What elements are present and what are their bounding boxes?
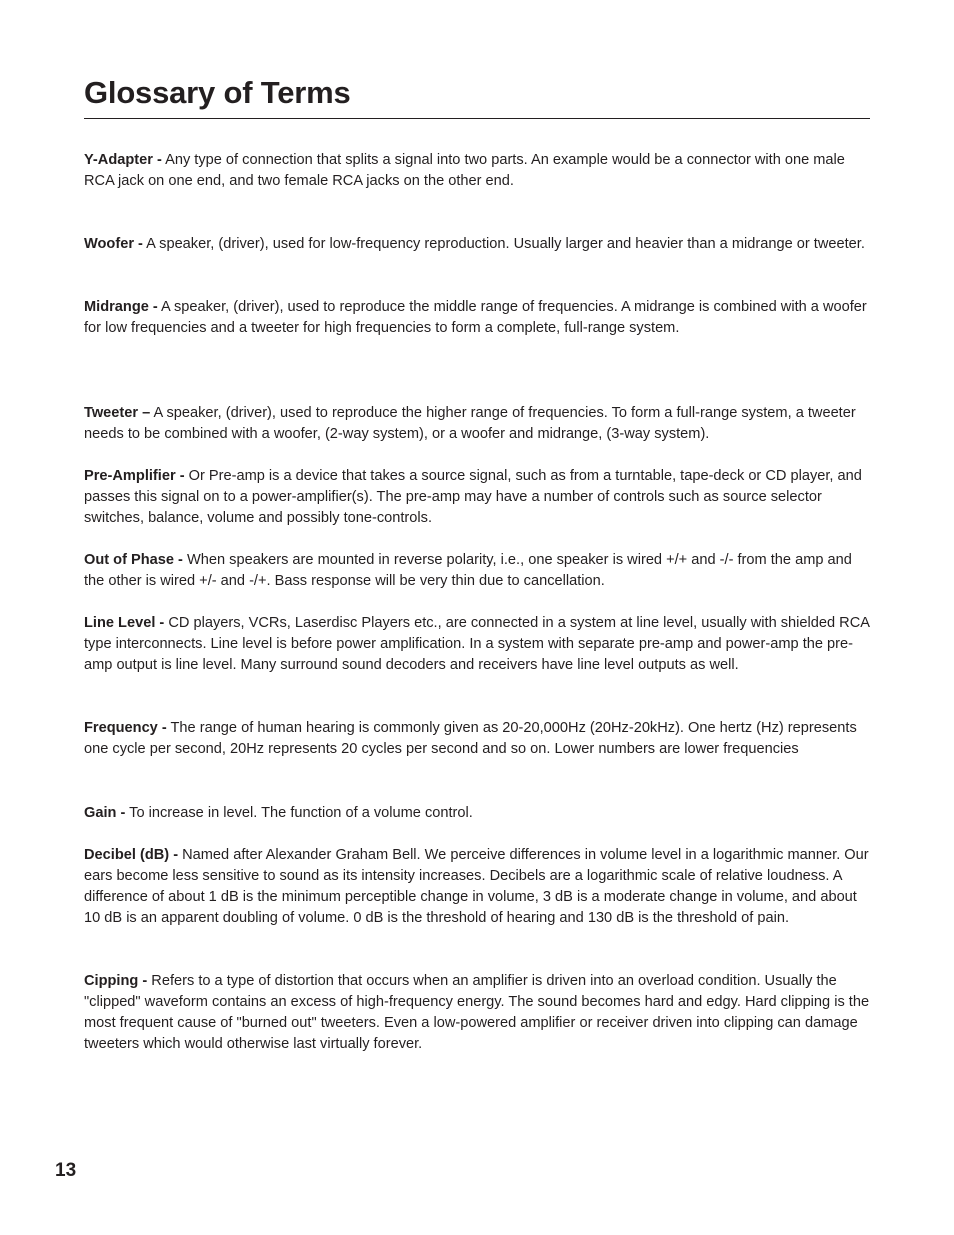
glossary-term: Line Level - <box>84 615 165 631</box>
title-divider <box>84 118 870 119</box>
glossary-definition: Named after Alexander Graham Bell. We perceive differences in volume level in a logarithmic manner. Our ears become less sensitive to sound as its intensity increases. Decibels are a logarithmic scale of relative loudness. A difference of about 1 dB is the minimum perceptible change in volume, 3 dB is a moderate change in volume, and about 10 dB is an apparent doubling of volume. 0 dB is the threshold of hearing and 130 dB is the threshold of pain. <box>84 847 869 926</box>
glossary-entry-woofer <box>84 234 870 255</box>
glossary-term: Midrange - <box>84 299 158 315</box>
glossary-definition: A speaker, (driver), used to reproduce the higher range of frequencies. To form a full-range system, a tweeter needs to be combined with a woofer, (2-way system), or a woofer and midrange, (3-way system). <box>84 405 856 442</box>
glossary-term: Out of Phase - <box>84 552 183 568</box>
glossary-entry-tweeter <box>84 403 870 445</box>
glossary-entry-gain <box>84 803 870 824</box>
glossary-definition: To increase in level. The function of a volume control. <box>129 805 473 821</box>
glossary-term: Cipping - <box>84 973 148 989</box>
glossary-definition: A speaker, (driver), used for low-frequency reproduction. Usually larger and heavier than a midrange or tweeter. <box>146 236 865 252</box>
glossary-term: Gain - <box>84 805 126 821</box>
page-number: 13 <box>55 1160 77 1181</box>
glossary-definition: Refers to a type of distortion that occurs when an amplifier is driven into an overload condition. Usually the "clipped" waveform contains an excess of high-frequency energy. The sound becomes hard and edgy. Hard clipping is the most frequent cause of "burned out" tweeters. Even a low-powered amplifier or receiver driven into clipping can damage tweeters which would otherwise last virtually forever. <box>84 973 870 1052</box>
page-title: Glossary of Terms <box>84 75 351 110</box>
glossary-definition: A speaker, (driver), used to reproduce the middle range of frequencies. A midrange is combined with a woofer for low frequencies and a tweeter for high frequencies to form a complete, full-range system. <box>84 299 867 336</box>
glossary-term: Woofer - <box>84 236 143 252</box>
glossary-definition: CD players, VCRs, Laserdisc Players etc., are connected in a system at line level, usually with shielded RCA type interconnects. Line level is before power amplification. In a system with separate pre-amp and power-amp the pre-amp output is line level. Many surround sound decoders and receivers have line level outputs as well. <box>84 615 870 673</box>
glossary-term: Tweeter – <box>84 405 151 421</box>
glossary-entry-frequency <box>84 718 870 760</box>
glossary-entry-pre-amplifier <box>84 466 870 529</box>
glossary-definition: The range of human hearing is commonly given as 20-20,000Hz (20Hz-20kHz). One hertz (Hz) represents one cycle per second, 20Hz represents 20 cycles per second and so on. Lower numbers are lower frequencies <box>84 720 857 757</box>
glossary-term: Pre-Amplifier - <box>84 468 185 484</box>
glossary-definition: Any type of connection that splits a signal into two parts. An example would be a connector with one male RCA jack on one end, and two female RCA jacks on the other end. <box>84 152 845 189</box>
glossary-entry-midrange <box>84 297 870 339</box>
glossary-definition: When speakers are mounted in reverse polarity, i.e., one speaker is wired +/+ and -/- from the amp and the other is wired +/- and -/+. Bass response will be very thin due to cancellation. <box>84 552 852 589</box>
glossary-term: Frequency - <box>84 720 167 736</box>
glossary-entry-decibel <box>84 845 870 929</box>
glossary-entry-out-of-phase <box>84 550 870 592</box>
glossary-entry-y-adapter <box>84 150 870 192</box>
glossary-entry-clipping <box>84 971 870 1055</box>
glossary-entry-line-level <box>84 613 870 676</box>
glossary-term: Y-Adapter - <box>84 152 162 168</box>
glossary-term: Decibel (dB) - <box>84 847 179 863</box>
glossary-definition: Or Pre-amp is a device that takes a source signal, such as from a turntable, tape-deck or CD player, and passes this signal on to a power-amplifier(s). The pre-amp may have a number of controls such as source selector switches, balance, volume and possibly tone-controls. <box>84 468 862 526</box>
